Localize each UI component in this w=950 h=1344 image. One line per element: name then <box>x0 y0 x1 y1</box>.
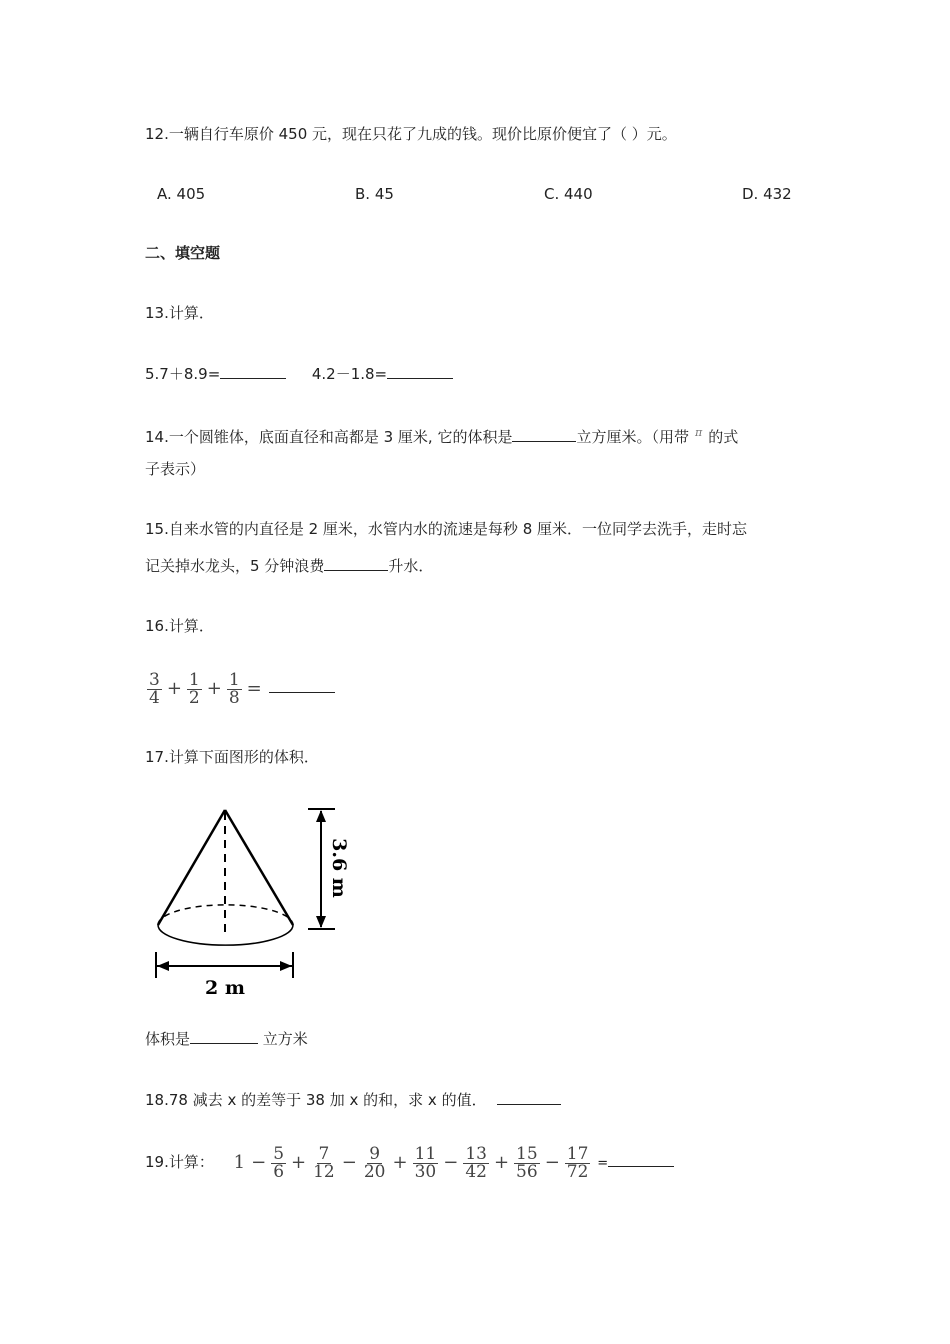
fraction: $\frac{9}{20}$ <box>363 1143 386 1182</box>
fraction: $\frac{3}{4}$ <box>149 669 160 708</box>
fraction: $\frac{1}{2}$ <box>188 669 200 708</box>
option-d: D. 432 <box>742 185 792 203</box>
fraction: $\frac{1}{8}$ <box>228 669 240 708</box>
fraction: $\frac{11}{30}$ <box>414 1143 437 1182</box>
cone-diagram <box>145 800 365 1000</box>
section-heading: 二、填空题 <box>145 244 221 262</box>
answer-blank <box>220 364 286 379</box>
fraction: $\frac{7}{12}$ <box>313 1143 335 1182</box>
q17-text-after: 立方米 <box>258 1030 308 1048</box>
cone-right-edge <box>225 810 293 925</box>
cone-left-edge <box>158 810 225 925</box>
answer-blank <box>387 364 453 379</box>
option-b: B. 45 <box>355 185 394 203</box>
question-15-line2 <box>145 556 433 576</box>
answer-blank <box>269 678 335 693</box>
height-label: 3.6 m <box>328 838 350 898</box>
answer-blank <box>190 1029 258 1044</box>
answer-blank <box>512 427 576 442</box>
question-12-stem: 12.一辆自行车原价 450 元，现在只花了九成的钱。现价比原价便宜了（ ）元。 <box>145 125 677 143</box>
answer-blank <box>324 556 388 571</box>
q19-label: 19.计算： <box>145 1153 214 1171</box>
question-17-answer <box>145 1029 308 1049</box>
plus-sign: + <box>206 678 222 699</box>
expr-2: 4.2－1.8= <box>311 365 388 383</box>
diameter-label: 2 m <box>205 977 245 999</box>
diameter-arrow-left <box>157 961 169 971</box>
answer-blank <box>497 1090 561 1105</box>
question-14-line2: 子表示） <box>145 460 206 478</box>
height-arrow-top <box>316 810 326 822</box>
leading-one: 1 <box>233 1152 246 1173</box>
question-13-expressions <box>145 364 453 384</box>
fraction: $\frac{15}{56}$ <box>516 1143 538 1182</box>
diameter-arrow-right <box>280 961 292 971</box>
q14-text-end: 的式 <box>708 428 739 446</box>
pi-symbol: π <box>695 426 703 439</box>
fraction: $\frac{17}{72}$ <box>566 1143 589 1182</box>
q18-text: 18.78 减去 x 的差等于 38 加 x 的和，求 x 的值． <box>145 1091 487 1109</box>
question-14-line1 <box>145 423 738 447</box>
answer-blank <box>608 1152 674 1167</box>
fraction: $\frac{13}{42}$ <box>465 1143 487 1182</box>
option-c: C. 440 <box>544 185 593 203</box>
q15-text-after: 升水． <box>388 557 434 575</box>
question-18 <box>145 1090 561 1110</box>
question-15-line1: 15.自来水管的内直径是 2 厘米，水管内水的流速是每秒 8 厘米．一位同学去洗手，走时忘 <box>145 520 748 538</box>
question-13-label: 13.计算． <box>145 304 214 322</box>
option-a: A. 405 <box>157 185 206 203</box>
plus-sign: + <box>166 678 182 699</box>
equals-sign: = <box>597 1156 609 1171</box>
height-arrow-bottom <box>316 916 326 928</box>
q14-text-before: 14.一个圆锥体，底面直径和高都是 3 厘米, 它的体积是 <box>145 428 513 446</box>
question-19 <box>145 1142 674 1184</box>
q17-text-before: 体积是 <box>145 1030 191 1048</box>
fraction: $\frac{5}{6}$ <box>273 1143 285 1182</box>
equals-sign: = <box>246 678 262 699</box>
q15-text-before: 记关掉水龙头，5 分钟浪费 <box>145 557 325 575</box>
q14-text-after: 立方厘米。（用带 <box>576 428 689 446</box>
question-17-label: 17.计算下面图形的体积． <box>145 748 319 766</box>
question-16-expression <box>145 668 335 709</box>
question-16-label: 16.计算． <box>145 617 214 635</box>
expr-1: 5.7＋8.9= <box>145 365 221 383</box>
q19-expression: 1 − $\frac{5}{6}$ + $\frac{7}{12}$ − $\frac{9}{20}$ + $\frac{11}{30}$ − $\frac{13}{42}$ + $\frac{15}{56}$ − $\frac{17}{72}$ <box>233 1143 589 1182</box>
